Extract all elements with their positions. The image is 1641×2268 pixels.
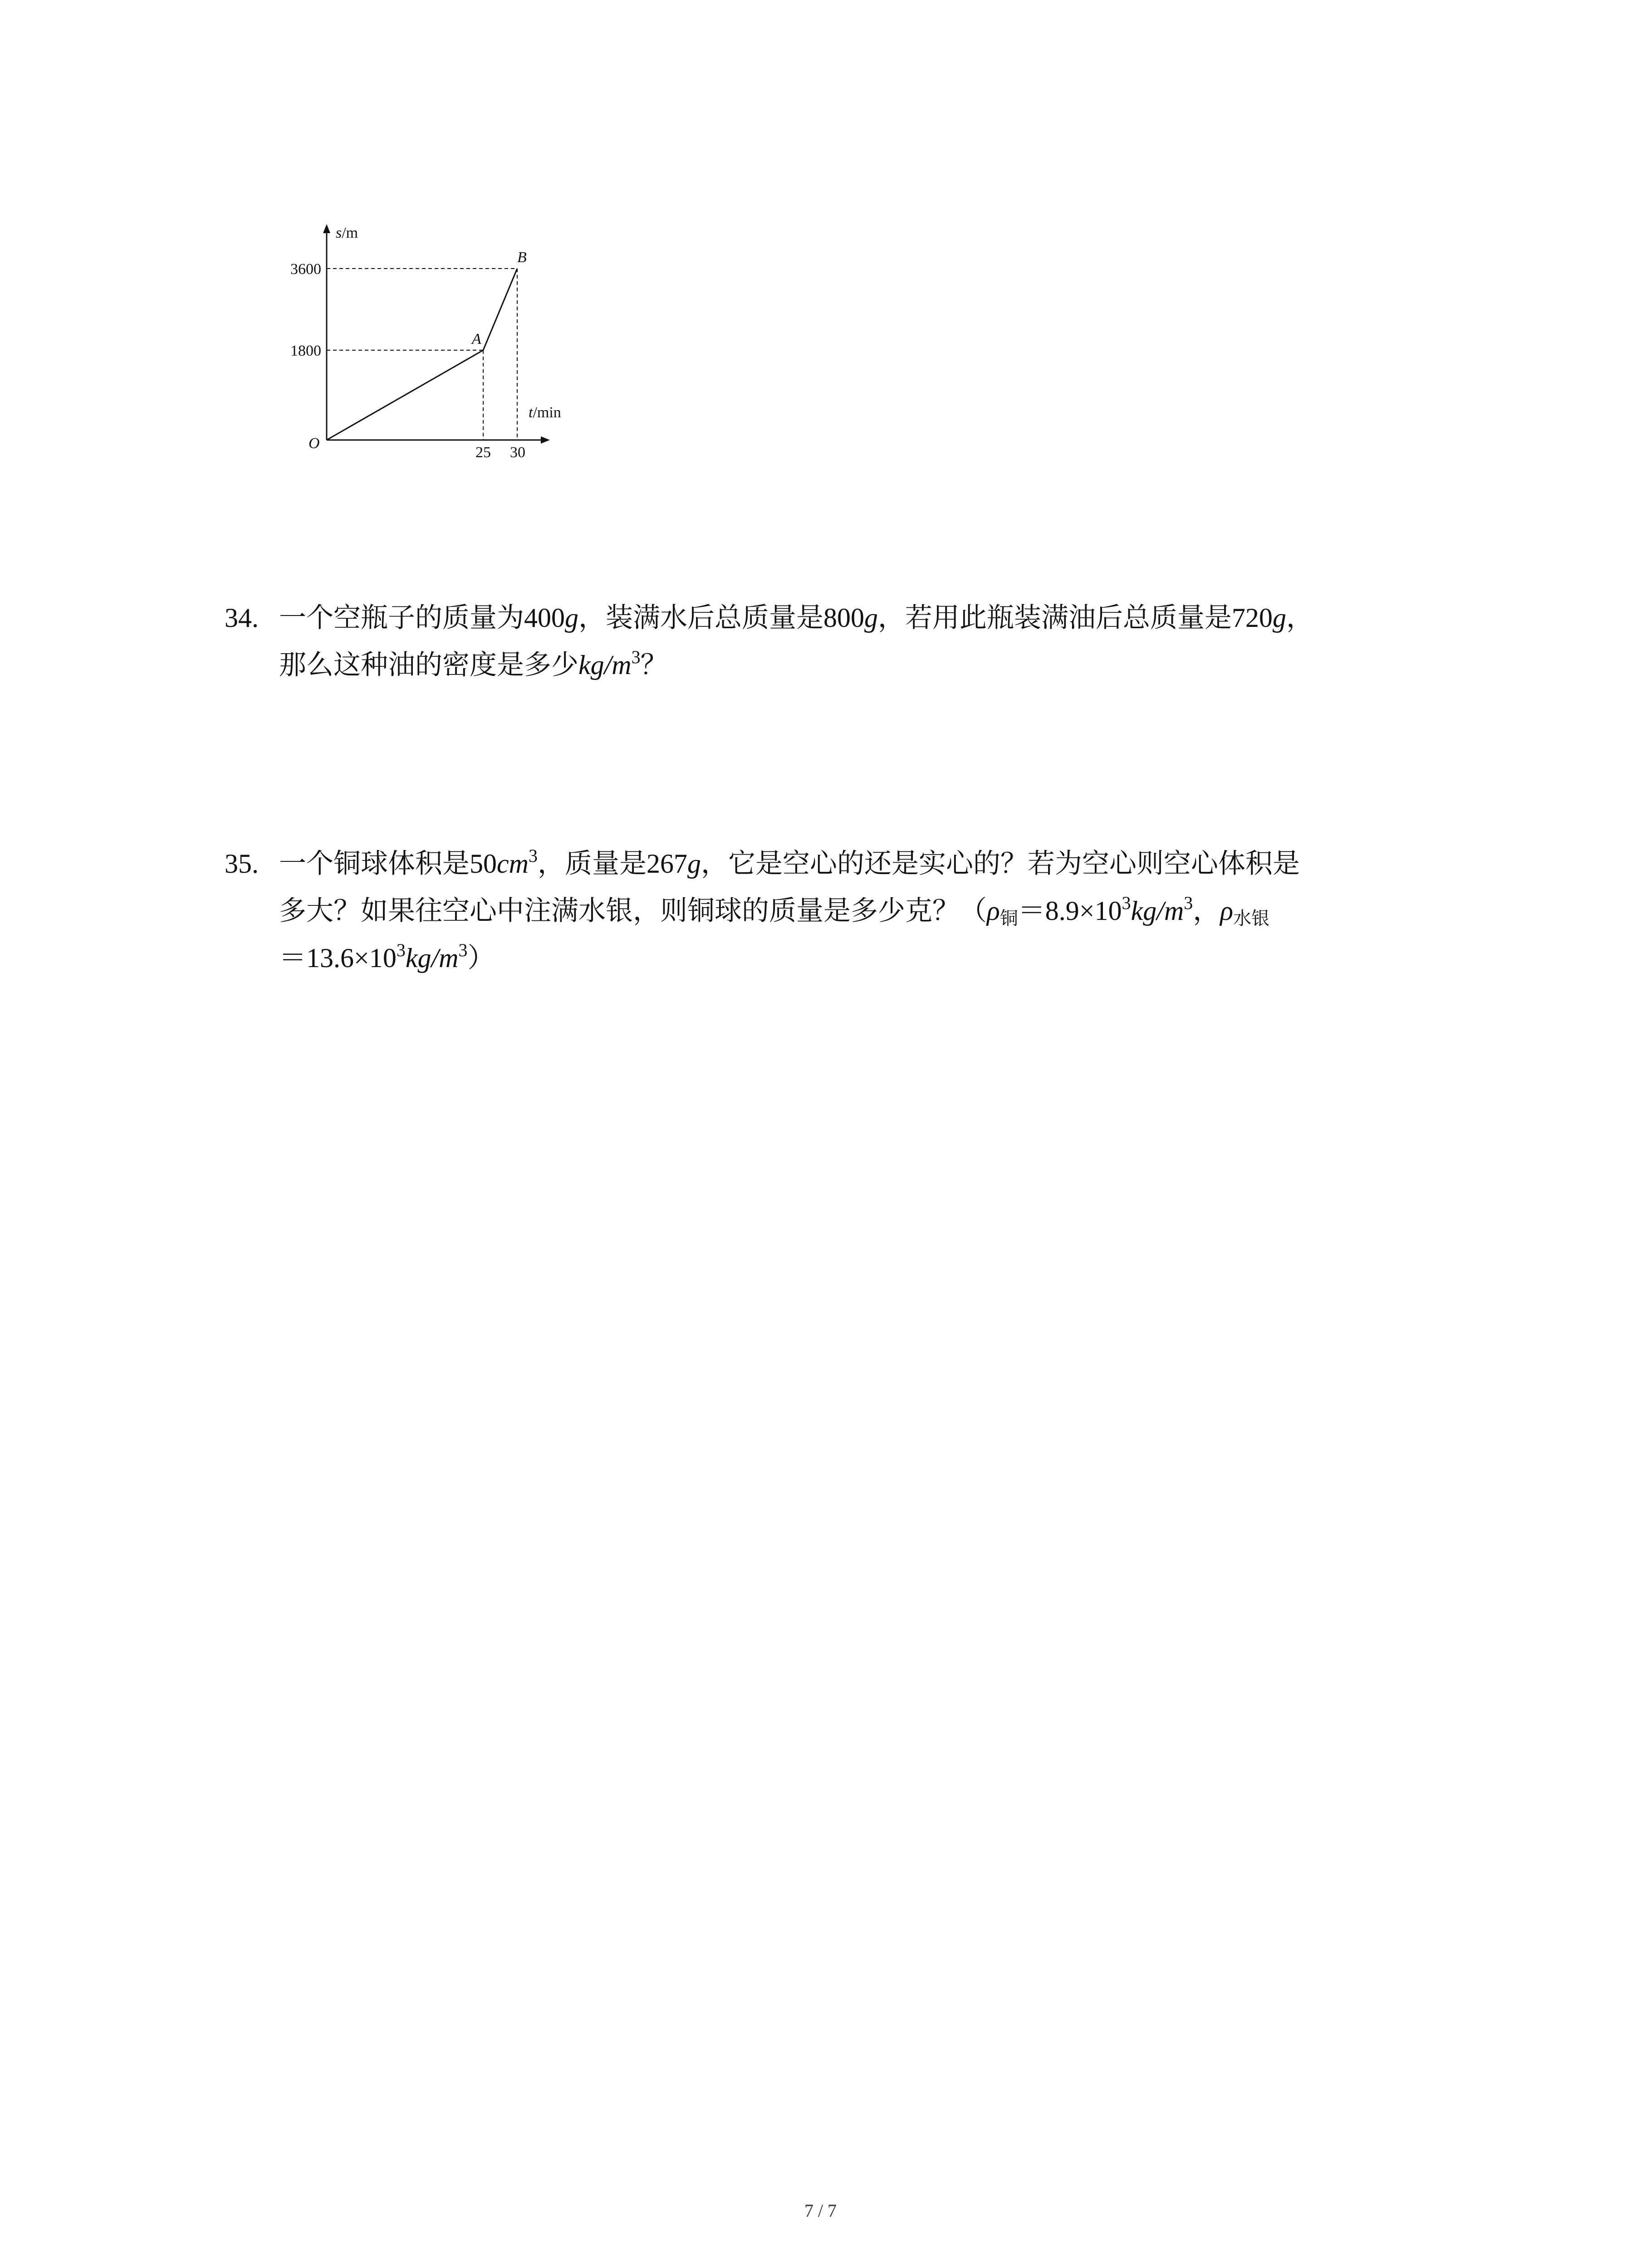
q35-line-1: 35. 一个铜球体积是$50cm^3$，质量是267g，它是空心的还是实心的？若为空心则空心体积是 <box>225 840 1450 887</box>
distance-time-graph <box>290 218 590 472</box>
point-a-label: A <box>472 331 481 347</box>
x-axis-label: t/min <box>529 404 561 421</box>
q35-line-2: 多大？如果往空心中注满水银，则铜球的质量是多少克？（$\rho_铜=8.9\times 10^3kg/m^3$，$\rho_{水银}$ <box>279 893 1270 929</box>
graph-line-oab <box>327 269 517 440</box>
q35-line-3: $=13.6\times 10^3kg/m^3$） <box>279 940 495 974</box>
x-tick-25: 25 <box>475 444 491 461</box>
question-34 <box>225 594 1450 689</box>
origin-label: O <box>309 435 320 452</box>
y-axis-arrow <box>323 224 330 233</box>
x-axis-arrow <box>541 436 550 444</box>
q35-number: 35. <box>225 849 259 879</box>
question-35 <box>225 840 1450 982</box>
q34-line-1: 34. 一个空瓶子的质量为400g，装满水后总质量是800g，若用此瓶装满油后总质量是720g， <box>225 594 1450 641</box>
q34-line-2: 那么这种油的密度是多少$kg/m^3$？ <box>279 647 668 681</box>
point-b-label: B <box>517 249 527 266</box>
x-tick-30: 30 <box>510 444 525 461</box>
y-tick-1800: 1800 <box>290 342 321 359</box>
y-tick-3600: 3600 <box>290 261 321 278</box>
q34-number: 34. <box>225 603 259 633</box>
y-axis-label: s/m <box>336 225 358 241</box>
page-number: 7 / 7 <box>804 2200 837 2221</box>
